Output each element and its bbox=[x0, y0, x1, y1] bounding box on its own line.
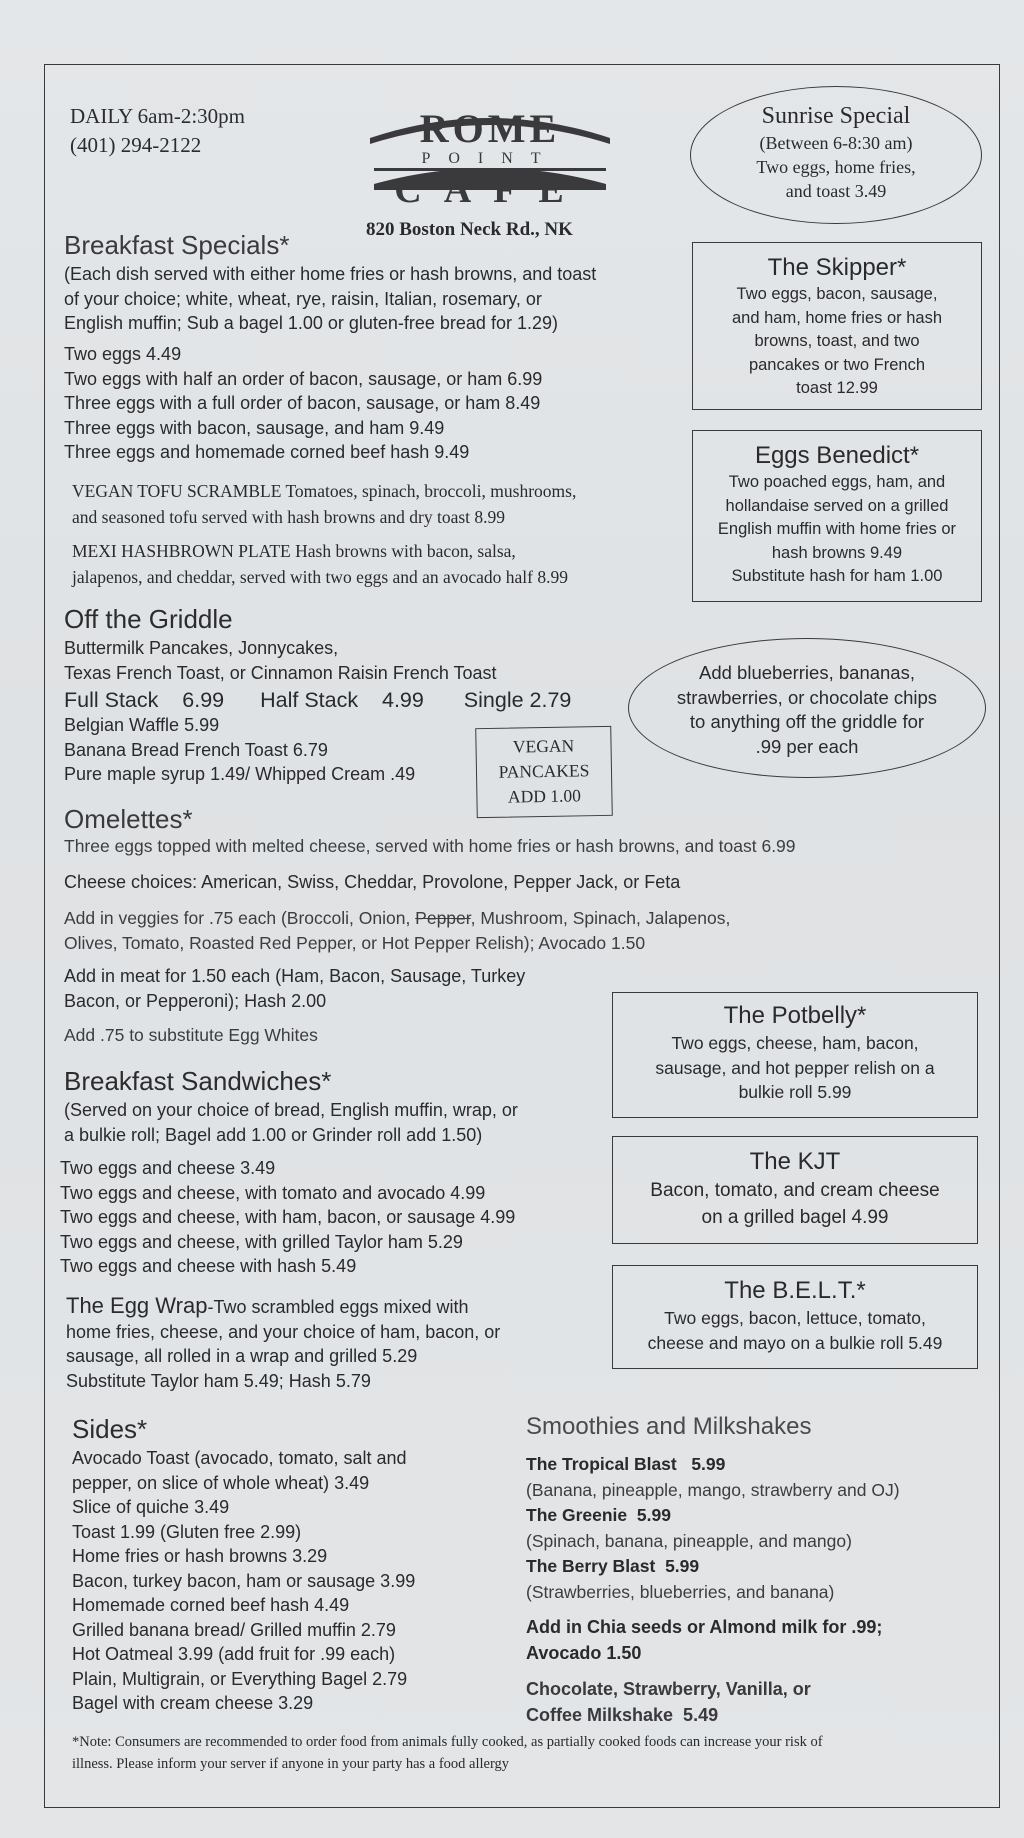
sandwiches-list bbox=[60, 1156, 515, 1279]
griddle-list bbox=[64, 636, 497, 685]
smoothies-list bbox=[526, 1452, 900, 1605]
logo-cafe: CAFE bbox=[394, 169, 586, 210]
list-item: Slice of quiche 3.49 bbox=[72, 1497, 230, 1517]
griddle-title: Off the Griddle bbox=[64, 604, 233, 634]
list-item: Two eggs and cheese 3.49 bbox=[60, 1158, 276, 1178]
hours-text: DAILY 6am-2:30pm bbox=[70, 104, 246, 128]
vegan-pancakes-box bbox=[475, 726, 613, 818]
skipper-line: browns, toast, and two bbox=[754, 332, 920, 350]
food-safety-note bbox=[72, 1731, 982, 1775]
potbelly-line: sausage, and hot pepper relish on a bbox=[655, 1057, 935, 1078]
desc-line: English muffin; Sub a bagel 1.00 or gluten-free bread for 1.29) bbox=[64, 313, 558, 333]
hours-phone bbox=[70, 102, 245, 160]
breakfast-specials-list bbox=[64, 342, 542, 465]
desc-line: (Served on your choice of bread, English muffin, wrap, or bbox=[64, 1100, 518, 1120]
address-text: 820 Boston Neck Rd., NK bbox=[366, 219, 573, 240]
list-item: Plain, Multigrain, or Everything Bagel 2.79 bbox=[72, 1668, 408, 1689]
desc-line: a bulkie roll; Bagel add 1.00 or Grinder roll add 1.50) bbox=[64, 1124, 483, 1145]
meat-addins bbox=[64, 964, 525, 1013]
sunrise-line: Two eggs, home fries, bbox=[756, 157, 916, 177]
veggie-text: Olives, Tomato, Roasted Red Pepper, or Hot Pepper Relish); Avocado 1.50 bbox=[64, 933, 646, 953]
smoothie-item: The Berry Blast 5.99 bbox=[526, 1556, 700, 1576]
sunrise-line: and toast 3.49 bbox=[785, 181, 887, 201]
list-item: Three eggs with bacon, sausage, and ham 9.49 bbox=[64, 417, 445, 438]
griddle-line: Texas French Toast, or Cinnamon Raisin French Toast bbox=[64, 662, 497, 683]
veggie-text: , Mushroom, Spinach, Jalapenos, bbox=[470, 908, 731, 928]
list-item: Hot Oatmeal 3.99 (add fruit for .99 each) bbox=[72, 1644, 396, 1664]
single-price: Single 2.79 bbox=[463, 688, 572, 712]
note-line: *Note: Consumers are recommended to order food from animals fully cooked, as partially cooked foods can increase your risk of bbox=[72, 1734, 823, 1750]
sunrise-title: Sunrise Special bbox=[761, 103, 911, 129]
sandwiches-desc bbox=[64, 1098, 518, 1147]
belt-line: cheese and mayo on a bulkie roll 5.49 bbox=[647, 1333, 943, 1353]
list-item: Homemade corned beef hash 4.49 bbox=[72, 1595, 350, 1615]
smoothie-addins bbox=[526, 1614, 882, 1666]
mexi-hashbrown-plate bbox=[72, 538, 568, 590]
griddle-line: Belgian Waffle 5.99 bbox=[64, 715, 220, 735]
belt-line: Two eggs, bacon, lettuce, tomato, bbox=[664, 1308, 926, 1328]
veggie-text: Add in veggies for .75 each (Broccoli, Onion, bbox=[64, 908, 416, 928]
sandwiches-title: Breakfast Sandwiches* bbox=[64, 1066, 332, 1096]
addons-line: Add blueberries, bananas, bbox=[699, 662, 915, 683]
list-item: Toast 1.99 (Gluten free 2.99) bbox=[72, 1521, 302, 1542]
egg-wrap-text: home fries, cheese, and your choice of ham, bacon, or bbox=[66, 1321, 501, 1342]
skipper-line: Two eggs, bacon, sausage, bbox=[736, 285, 938, 303]
milkshakes bbox=[526, 1676, 811, 1728]
eggs-benedict-box bbox=[692, 430, 982, 602]
egg-wrap-title: The Egg Wrap bbox=[66, 1293, 208, 1318]
kjt-line: Bacon, tomato, and cream cheese bbox=[650, 1180, 940, 1201]
logo-graphic bbox=[360, 98, 620, 210]
vegan-pancakes-line: VEGAN bbox=[512, 735, 575, 757]
meat-line: Add in meat for 1.50 each (Ham, Bacon, Sausage, Turkey bbox=[64, 966, 526, 986]
belt-title: The B.E.L.T.* bbox=[724, 1277, 866, 1304]
milkshake-line: Chocolate, Strawberry, Vanilla, or bbox=[526, 1679, 811, 1699]
potbelly-box bbox=[612, 992, 978, 1118]
benedict-line: hash browns 9.49 bbox=[771, 543, 903, 562]
list-item: Two eggs and cheese, with tomato and avocado 4.99 bbox=[60, 1182, 486, 1203]
mexi-line: MEXI HASHBROWN PLATE Hash browns with bacon, salsa, bbox=[72, 541, 516, 561]
addons-line: to anything off the griddle for bbox=[689, 711, 925, 732]
list-item: Two eggs 4.49 bbox=[64, 344, 182, 364]
griddle-line: Buttermilk Pancakes, Jonnycakes, bbox=[64, 638, 339, 658]
list-item: Bagel with cream cheese 3.29 bbox=[72, 1693, 314, 1713]
smoothie-item: The Tropical Blast 5.99 bbox=[526, 1454, 726, 1474]
benedict-line: hollandaise served on a grilled bbox=[725, 496, 949, 515]
skipper-title: The Skipper* bbox=[767, 254, 907, 281]
phone-text: (401) 294-2122 bbox=[70, 133, 202, 157]
smoothies-title: Smoothies and Milkshakes bbox=[526, 1413, 812, 1440]
desc-line: (Each dish served with either home fries or hash browns, and toast bbox=[64, 264, 597, 284]
stack-prices bbox=[64, 686, 571, 714]
logo-rome: ROME bbox=[419, 106, 561, 151]
omelettes-desc: Three eggs topped with melted cheese, served with home fries or hash browns, and toast 6.99 bbox=[64, 836, 796, 856]
cafe-logo bbox=[360, 98, 620, 210]
list-item: Bacon, turkey bacon, ham or sausage 3.99 bbox=[72, 1570, 416, 1591]
skipper-line: toast 12.99 bbox=[796, 379, 878, 397]
veggie-addins bbox=[64, 906, 730, 956]
egg-wrap-text: Substitute Taylor ham 5.49; Hash 5.79 bbox=[66, 1370, 371, 1391]
sunrise-line: (Between 6-8:30 am) bbox=[759, 133, 913, 153]
list-item: Three eggs and homemade corned beef hash 9.49 bbox=[64, 442, 470, 462]
egg-wrap-text: -Two scrambled eggs mixed with bbox=[207, 1297, 469, 1317]
kjt-title: The KJT bbox=[749, 1148, 841, 1175]
potbelly-title: The Potbelly* bbox=[723, 1002, 867, 1029]
addin-line: Avocado 1.50 bbox=[526, 1643, 642, 1663]
breakfast-specials-desc bbox=[64, 262, 684, 336]
struck-pepper: Pepper bbox=[415, 908, 471, 928]
potbelly-line: bulkie roll 5.99 bbox=[738, 1082, 852, 1102]
meat-line: Bacon, or Pepperoni); Hash 2.00 bbox=[64, 990, 327, 1011]
list-item: Home fries or hash browns 3.29 bbox=[72, 1546, 328, 1566]
egg-whites-note: Add .75 to substitute Egg Whites bbox=[64, 1025, 318, 1045]
benedict-title: Eggs Benedict* bbox=[754, 442, 920, 469]
sides-title: Sides* bbox=[72, 1414, 148, 1444]
vegan-pancakes-line: PANCAKES bbox=[498, 760, 590, 782]
skipper-box bbox=[692, 242, 982, 410]
benedict-line: English muffin with home fries or bbox=[717, 520, 957, 538]
omelettes-title: Omelettes* bbox=[64, 804, 193, 834]
list-item: Grilled banana bread/ Grilled muffin 2.79 bbox=[72, 1619, 396, 1640]
griddle-addons-oval bbox=[628, 638, 986, 778]
smoothie-desc: (Strawberries, blueberries, and banana) bbox=[526, 1581, 835, 1602]
griddle-line: Banana Bread French Toast 6.79 bbox=[64, 739, 328, 760]
smoothie-desc: (Spinach, banana, pineapple, and mango) bbox=[526, 1530, 852, 1551]
sides-list bbox=[72, 1446, 415, 1716]
list-item: Two eggs and cheese, with grilled Taylor ham 5.29 bbox=[60, 1231, 463, 1252]
kjt-line: on a grilled bagel 4.99 bbox=[701, 1207, 889, 1228]
vegan-line: and seasoned tofu served with hash browns and dry toast 8.99 bbox=[72, 507, 506, 527]
addons-line: strawberries, or chocolate chips bbox=[676, 686, 938, 708]
sunrise-special-oval bbox=[690, 86, 982, 224]
belt-box bbox=[612, 1265, 978, 1369]
egg-wrap-text: sausage, all rolled in a wrap and grilled 5.29 bbox=[66, 1346, 418, 1366]
breakfast-specials-title: Breakfast Specials* bbox=[64, 230, 290, 260]
list-item: Avocado Toast (avocado, tomato, salt and bbox=[72, 1448, 407, 1468]
note-line: illness. Please inform your server if anyone in your party has a food allergy bbox=[72, 1756, 510, 1772]
vegan-tofu-scramble bbox=[72, 478, 576, 530]
egg-wrap bbox=[66, 1294, 500, 1393]
list-item: Two eggs and cheese with hash 5.49 bbox=[60, 1256, 357, 1276]
benedict-line: Two poached eggs, ham, and bbox=[728, 473, 946, 491]
vegan-pancakes-line: ADD 1.00 bbox=[507, 785, 582, 807]
list-item: Two eggs and cheese, with ham, bacon, or sausage 4.99 bbox=[60, 1207, 516, 1227]
smoothie-item: The Greenie 5.99 bbox=[526, 1505, 671, 1525]
griddle-line: Pure maple syrup 1.49/ Whipped Cream .49 bbox=[64, 764, 416, 784]
potbelly-line: Two eggs, cheese, ham, bacon, bbox=[671, 1033, 919, 1053]
addons-line: .99 per each bbox=[755, 735, 859, 757]
kjt-box bbox=[612, 1136, 978, 1244]
smoothie-desc: (Banana, pineapple, mango, strawberry and OJ) bbox=[526, 1479, 900, 1500]
list-item: Three eggs with a full order of bacon, sausage, or ham 8.49 bbox=[64, 393, 541, 413]
skipper-line: pancakes or two French bbox=[748, 355, 926, 374]
desc-line: of your choice; white, wheat, rye, raisin, Italian, rosemary, or bbox=[64, 288, 542, 309]
half-stack: Half Stack 4.99 bbox=[260, 688, 424, 712]
milkshake-line: Coffee Milkshake 5.49 bbox=[526, 1705, 719, 1725]
vegan-line: VEGAN TOFU SCRAMBLE Tomatoes, spinach, broccoli, mushrooms, bbox=[72, 481, 577, 501]
cheese-choices: Cheese choices: American, Swiss, Cheddar, Provolone, Pepper Jack, or Feta bbox=[64, 872, 681, 892]
skipper-line: and ham, home fries or hash bbox=[731, 308, 943, 327]
addin-line: Add in Chia seeds or Almond milk for .99; bbox=[526, 1617, 883, 1637]
griddle-extras bbox=[64, 713, 415, 787]
logo-point: POINT bbox=[421, 150, 559, 167]
mexi-line: jalapenos, and cheddar, served with two eggs and an avocado half 8.99 bbox=[72, 567, 568, 587]
list-item: pepper, on slice of whole wheat) 3.49 bbox=[72, 1472, 370, 1493]
full-stack: Full Stack 6.99 bbox=[64, 688, 225, 712]
benedict-line: Substitute hash for ham 1.00 bbox=[731, 567, 943, 585]
list-item: Two eggs with half an order of bacon, sausage, or ham 6.99 bbox=[64, 368, 543, 389]
